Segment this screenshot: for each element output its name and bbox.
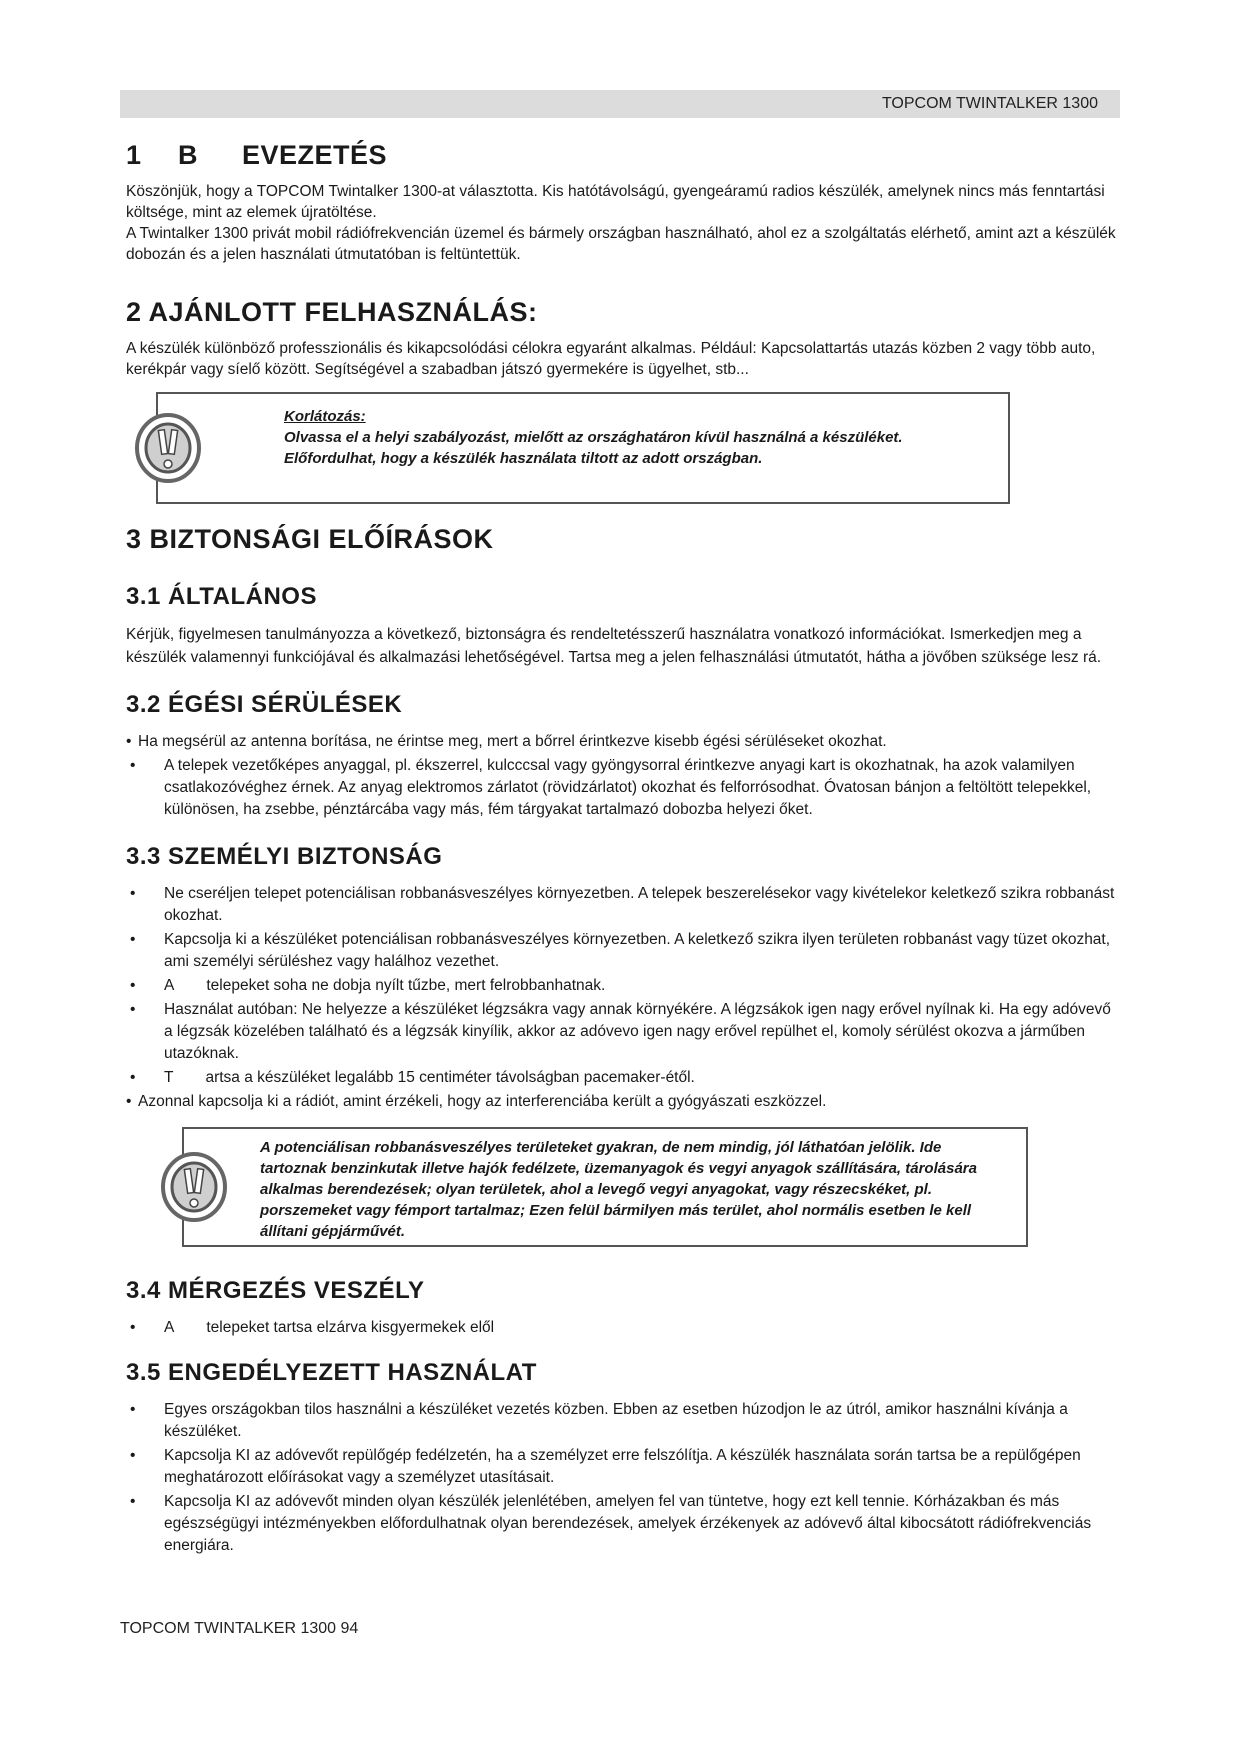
bullet: •	[130, 1001, 136, 1018]
list-item	[126, 1445, 1116, 1489]
list-item	[126, 755, 1116, 821]
burns-list	[126, 731, 1116, 821]
list-item-text: Kapcsolja KI az adóvevőt repülőgép fedélzetén, ha a személyzet erre felszólítja. A készülék használata során tartsa be a repülőgépen meghatározott előírásokat vagy a személyzet utasításait.	[164, 1447, 1081, 1486]
notice-label: Korlátozás:	[284, 408, 366, 425]
subsection-title-general: 3.1 ÁLTALÁNOS	[126, 583, 317, 610]
header-title: TOPCOM TWINTALKER 1300	[881, 95, 1098, 112]
notice-text: A potenciálisan robbanásveszélyes területeket gyakran, de nem mindig, jól láthatóan jelölik. Ide tartoznak benzinkutak illetve hajók fedélzete, üzemanyagok és vegyi anyagok szállítására, tárolására alkalmas berendezések; olyan területek, ahol a levegő vegyi anyagokat, vagy részecskéket, pl. porszemeket vagy fémport tartalmaz; Ezen felül bármilyen más terület, ahol normális esetben le kell állítani gépjárművét.	[260, 1139, 977, 1240]
poisoning-list	[126, 1317, 1116, 1339]
recommended-use-paragraph: A készülék különböző professzionális és kikapcsolódási célokra egyaránt alkalmas. Például: Kapcsolattartás utazás közben 2 vagy több auto, kerékpár vagy síelő között. Segítségével a szabadban játszó gyermekére is ügyelhet, stb...	[126, 340, 1096, 378]
list-item-text: telepeket soha ne dobja nyílt tűzbe, mert felrobbanhatnak.	[206, 977, 606, 994]
bullet: •	[130, 1069, 136, 1086]
bullet: •	[130, 1447, 136, 1464]
explosion-hazard-notice	[182, 1127, 1028, 1247]
bullet: •	[130, 1401, 136, 1418]
section-title-intro	[126, 140, 1116, 171]
list-item-text: Ne cseréljen telepet potenciálisan robbanásveszélyes környezetben. A telepek beszerelésekor vagy kivételekor keletkező szikra robbanást okozhat.	[164, 885, 1115, 924]
subsection-title-burns: 3.2 ÉGÉSI SÉRÜLÉSEK	[126, 691, 403, 718]
list-item-text: telepeket tartsa elzárva kisgyermekek elől	[206, 1319, 495, 1336]
bullet: •	[126, 733, 132, 750]
list-item	[126, 929, 1116, 973]
general-paragraph: Kérjük, figyelmesen tanulmányozza a következő, biztonságra és rendeltetésszerű használatra vonatkozó információkat. Ismerkedjen meg a készülék valamennyi funkciójával és alkalmazási lehetőségével. Tartsa meg a jelen felhasználási útmutatót, hátha a jövőben szüksége lesz rá.	[126, 626, 1102, 666]
list-item	[126, 1491, 1116, 1557]
list-item	[126, 1399, 1116, 1443]
intro-paragraph-2: A Twintalker 1300 privát mobil rádiófrekvencián üzemel és bármely országban használható, ahol ez a szolgáltatás elérhető, amint azt a készülék dobozán és a jelen használati útmutatóban is feltüntettük.	[126, 225, 1116, 263]
list-item-text: Egyes országokban tilos használni a készüléket vezetés közben. Ebben az esetben húzodjon le az útról, amikor használni kívánja a készüléket.	[164, 1401, 1068, 1440]
list-item	[126, 1317, 1116, 1339]
list-item-text: Azonnal kapcsolja ki a rádiót, amint érzékeli, hogy az interferenciába került a gyógyászati eszközzel.	[138, 1093, 827, 1110]
section-safety	[126, 524, 1116, 1557]
notice-text	[284, 406, 994, 469]
notice-line-1: Olvassa el a helyi szabályozást, mielőtt az országhatáron kívül használná a készüléket.	[284, 429, 903, 446]
section-title-safety: 3 BIZTONSÁGI ELŐÍRÁSOK	[126, 524, 494, 554]
section-intro	[126, 140, 1116, 265]
personal-safety-list	[126, 883, 1116, 1113]
section-number: 1	[126, 140, 142, 170]
restriction-notice	[156, 392, 1010, 504]
bullet: •	[130, 1493, 136, 1510]
bullet: •	[130, 757, 136, 774]
list-item-text: Ha megsérül az antenna borítása, ne érintse meg, mert a bőrrel érintkezve kisebb égési sérüléseket okozhat.	[138, 733, 887, 750]
list-item	[126, 731, 1116, 753]
section-initial: B	[178, 140, 198, 170]
intro-paragraph-1: Köszönjük, hogy a TOPCOM Twintalker 1300-at választotta. Kis hatótávolságú, gyengeáramú radios készülék, amelynek nincs más fenntartási költsége, mint az elemek újratöltése.	[126, 183, 1105, 221]
subsection-title-poisoning: 3.4 MÉRGEZÉS VESZÉLY	[126, 1277, 425, 1304]
list-item-text: Használat autóban: Ne helyezze a készüléket légzsákra vagy annak környékére. A légzsákok igen nagy erővel nyílnak ki. Ha egy adóvevő a légzsák közelében található és a légzsák kinyílik, akkor az adóvevo igen nagy erővel repülhet el, komoly sérülést okozva a járműben utazóknak.	[164, 1001, 1111, 1062]
subsection-title-personal-safety: 3.3 SZEMÉLYI BIZTONSÁG	[126, 843, 443, 870]
permitted-use-list	[126, 1399, 1116, 1557]
list-item-lead: A	[164, 1319, 175, 1336]
bullet: •	[130, 977, 136, 994]
warning-icon	[134, 412, 202, 484]
bullet: •	[130, 931, 136, 948]
notice-line-2: Előfordulhat, hogy a készülék használata tiltott az adott országban.	[284, 450, 763, 467]
list-item-text: Kapcsolja KI az adóvevőt minden olyan készülék jelenlétében, amelyen fel van tüntetve, hogy ezt kell tennie. Kórházakban és más egészségügyi intézményekben előfordulhatnak olyan berendezések, amelyek érzékenyek az adóvevő által kibocsátott rádiófrekvenciás energiára.	[164, 1493, 1092, 1554]
list-item-text: A telepek vezetőképes anyaggal, pl. ékszerrel, kulcccsal vagy gyöngysorral érintkezve anyagi kart is okozhatnak, ha azok valamilyen csatlakozóvéghez érnek. Az anyag elektromos zárlatot (rövidzárlatot) okozhat és felforrósodhat. Óvatosan bánjon a feltöltött telepekkel, különösen, ha zsebbe, pénztárcába vagy más, fém tárgyakat tartalmazó dobozba helyezi őket.	[164, 757, 1092, 818]
bullet: •	[130, 885, 136, 902]
warning-icon	[160, 1151, 228, 1223]
list-item-lead: A	[164, 977, 175, 994]
bullet: •	[126, 1093, 132, 1110]
section-title-text: EVEZETÉS	[242, 140, 388, 170]
subsection-title-permitted-use: 3.5 ENGEDÉLYEZETT HASZNÁLAT	[126, 1359, 537, 1386]
list-item	[126, 1091, 1116, 1113]
list-item	[126, 975, 1116, 997]
list-item	[126, 999, 1116, 1065]
list-item	[126, 883, 1116, 927]
list-item-text: artsa a készüléket legalább 15 centiméter távolságban pacemaker-étől.	[205, 1069, 695, 1086]
document-body	[126, 140, 1116, 1559]
section-title-recommended-use: 2 AJÁNLOTT FELHASZNÁLÁS:	[126, 297, 538, 327]
list-item-lead: T	[164, 1069, 174, 1086]
page-footer: TOPCOM TWINTALKER 1300 94	[120, 1620, 359, 1637]
bullet: •	[130, 1319, 136, 1336]
list-item-text: Kapcsolja ki a készüléket potenciálisan robbanásveszélyes környezetben. A keletkező szikra ilyen területen robbanást vagy tüzet okozhat, ami személyi sérüléshez vagy halálhoz vezethet.	[164, 931, 1111, 970]
page-header	[120, 90, 1120, 118]
list-item	[126, 1067, 1116, 1089]
section-recommended-use	[126, 297, 1116, 380]
